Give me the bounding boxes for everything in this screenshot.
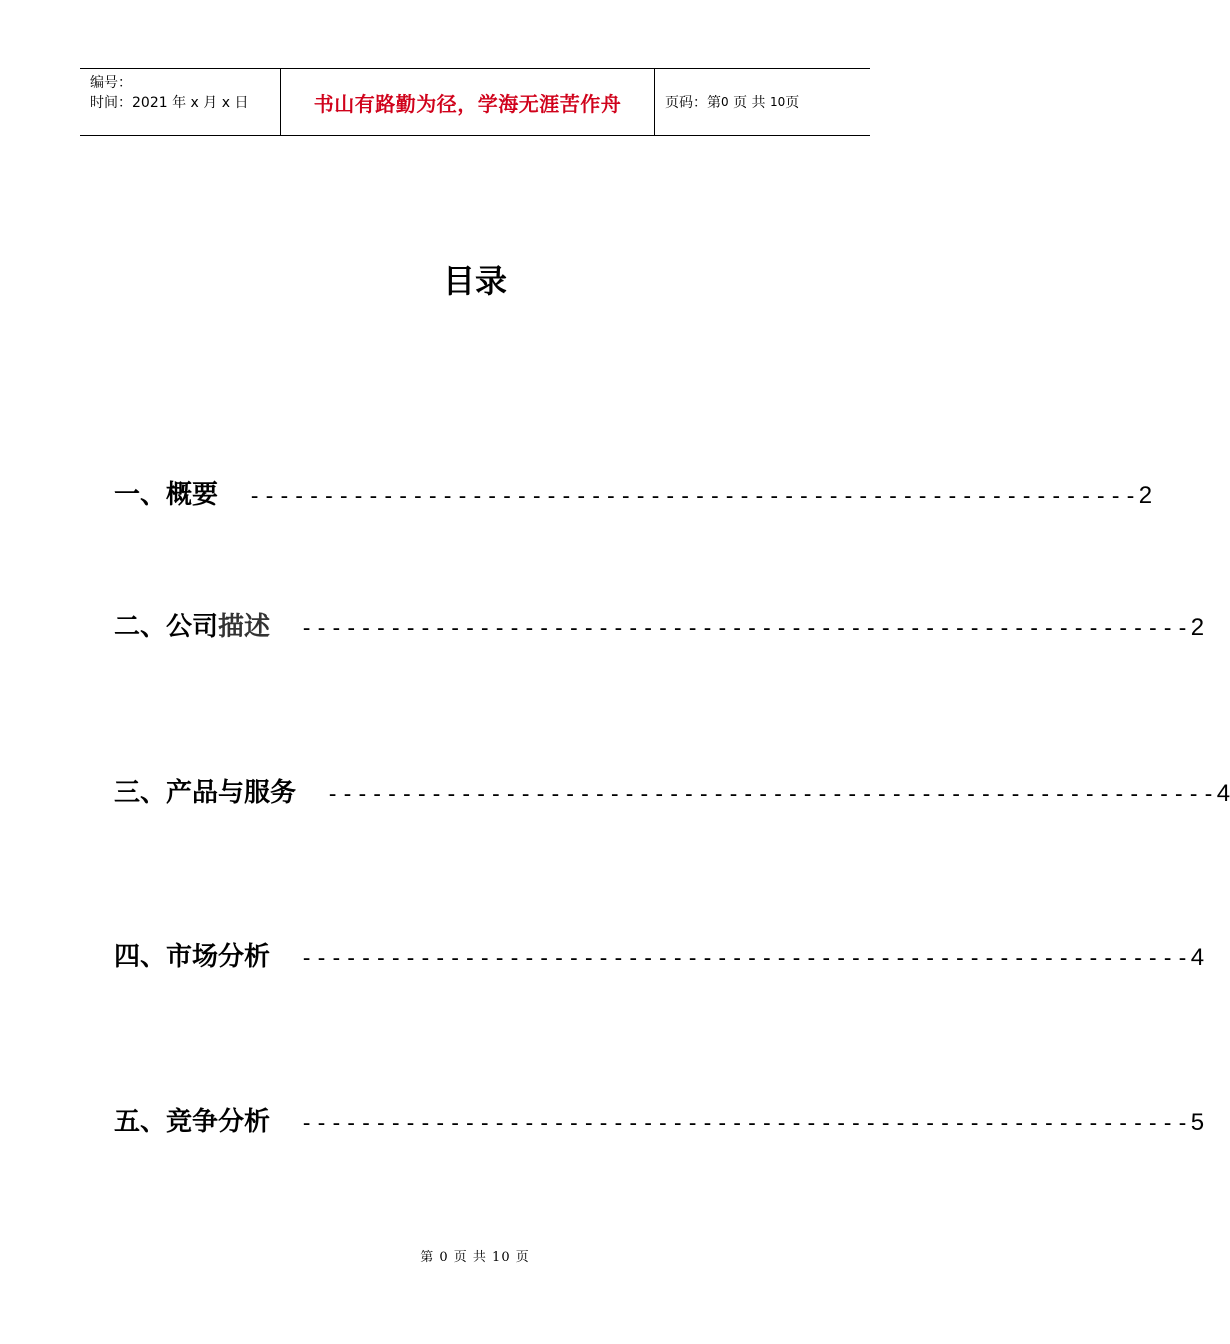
toc-entry-label: 一、概要 — [114, 480, 219, 510]
toc-entry-label: 五、竞争分析 — [114, 1107, 271, 1137]
toc-entry-page: 4 — [1190, 944, 1205, 971]
toc-leader: ------------------------------------------------------------ — [300, 946, 1191, 971]
header-page-info — [655, 69, 870, 135]
toc-entry-page: 4 — [1216, 780, 1230, 807]
toc-leader: ------------------------------------------------------------ — [248, 484, 1139, 509]
toc-entry-page: 2 — [1138, 482, 1153, 509]
toc-leader: ------------------------------------------------------------ — [326, 782, 1217, 807]
page-current: 0 — [721, 95, 729, 109]
toc-entry-label-extra: 描述 — [218, 612, 271, 642]
header-motto-cell — [281, 69, 655, 135]
page-info-prefix: 页码：第 — [665, 95, 721, 111]
toc-leader: ------------------------------------------------------------ — [300, 616, 1191, 641]
toc-entry-label: 三、产品与服务 — [114, 778, 297, 808]
motto-text: 书山有路勤为径，学海无涯苦作舟 — [313, 91, 622, 116]
number-label: 编号： — [90, 75, 132, 91]
toc-entry[interactable] — [114, 606, 1205, 643]
time-label: 时间：2021 年 x 月 x 日 — [90, 95, 249, 111]
toc-entry-page: 2 — [1190, 614, 1205, 641]
toc-entry[interactable] — [114, 1101, 1205, 1138]
toc-entry[interactable] — [114, 772, 1230, 809]
header-meta — [80, 69, 281, 135]
toc-entry-page: 5 — [1190, 1109, 1205, 1136]
toc-entry[interactable] — [114, 474, 1153, 511]
toc-entry-label — [114, 606, 270, 643]
page-header — [80, 68, 870, 136]
toc-entry-label: 四、市场分析 — [114, 942, 271, 972]
page-total: 10 — [770, 95, 786, 109]
toc-leader: ------------------------------------------------------------ — [300, 1111, 1191, 1136]
page-info-suffix: 页 — [785, 95, 800, 111]
toc-entry[interactable] — [114, 936, 1205, 973]
page-info-mid: 页 共 — [733, 95, 766, 111]
toc-title: 目录 — [442, 262, 507, 300]
toc-entry-label-main: 二、公司 — [114, 612, 219, 642]
page-footer: 第 0 页 共 10 页 — [420, 1250, 530, 1265]
